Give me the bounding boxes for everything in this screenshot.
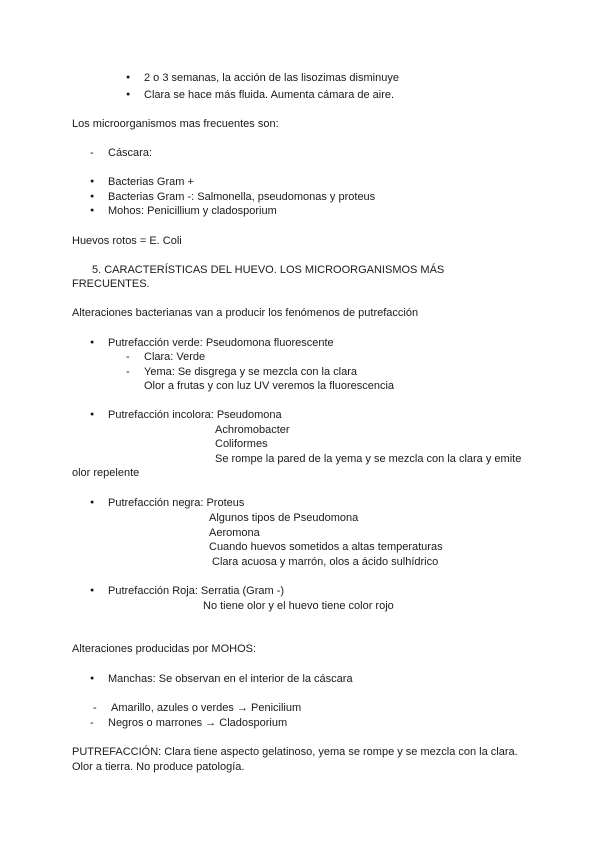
list-item: ● Putrefacción Roja: Serratia (Gram -) [108, 584, 284, 598]
list-item: ● 2 o 3 semanas, la acción de las lisozimas disminuye [144, 71, 399, 85]
list-item-text: Aeromona [209, 527, 260, 539]
paragraph: Olor a tierra. No produce patología. [72, 761, 245, 773]
paragraph: Alteraciones producidas por MOHOS: [72, 643, 257, 655]
section-heading: FRECUENTES. [72, 278, 150, 290]
paragraph: Huevos rotos = E. Coli [72, 235, 182, 247]
paragraph: Los microorganismos mas frecuentes son: [72, 118, 279, 130]
list-item: - Amarillo, azules o verdes → Penicilium [111, 701, 301, 715]
list-item: ● Manchas: Se observan en el interior de la cáscara [108, 672, 353, 686]
list-item: ● Clara se hace más fluida. Aumenta cámara de aire. [144, 88, 394, 102]
list-item-text: Cuando huevos sometidos a altas temperaturas [209, 541, 443, 553]
list-item: - Cáscara: [108, 146, 152, 160]
list-item: - Clara: Verde [144, 350, 205, 364]
list-item-text: Achromobacter [215, 424, 290, 436]
list-item-text: olor repelente [72, 467, 140, 479]
section-heading: 5. CARACTERÍSTICAS DEL HUEVO. LOS MICROORGANISMOS MÁS [92, 264, 445, 276]
list-item: ● Bacterias Gram + [108, 175, 194, 189]
list-item: ● Bacterias Gram -: Salmonella, pseudomonas y proteus [108, 190, 375, 204]
list-item: ● Putrefacción negra: Proteus [108, 496, 244, 510]
list-item-text: No tiene olor y el huevo tiene color rojo [203, 600, 394, 612]
list-item-text: Se rompe la pared de la yema y se mezcla con la clara y emite [215, 453, 522, 465]
list-item-text: Clara acuosa y marrón, olos a ácido sulhídrico [212, 556, 439, 568]
list-item-text: Algunos tipos de Pseudomona [209, 512, 359, 524]
list-item: - Negros o marrones → Cladosporium [108, 716, 287, 730]
list-item: ● Putrefacción verde: Pseudomona fluorescente [108, 336, 334, 350]
list-item: - Yema: Se disgrega y se mezcla con la clara [144, 365, 357, 379]
paragraph: PUTREFACCIÓN: Clara tiene aspecto gelatinoso, yema se rompe y se mezcla con la clara. [72, 746, 518, 758]
list-item-text: Olor a frutas y con luz UV veremos la fluorescencia [144, 380, 395, 392]
list-item-text: Coliformes [215, 438, 268, 450]
list-item: ● Mohos: Penicillium y cladosporium [108, 204, 277, 218]
paragraph: Alteraciones bacterianas van a producir los fenómenos de putrefacción [72, 307, 419, 319]
list-item: ● Putrefacción incolora: Pseudomona [108, 408, 282, 422]
